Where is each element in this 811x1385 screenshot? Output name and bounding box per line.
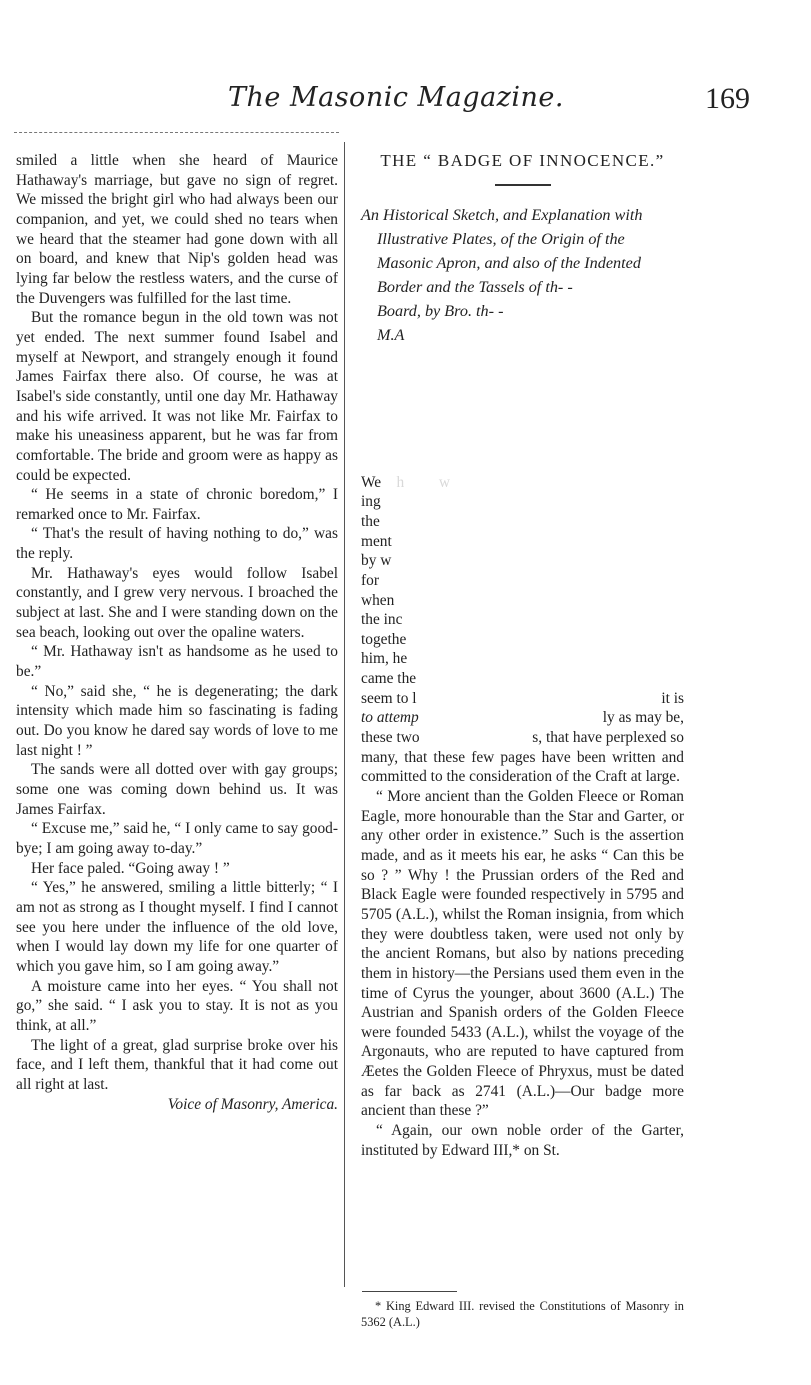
subtitle-line: Board, by Bro. th‑ ‑: [377, 301, 504, 320]
paragraph: “ He seems in a state of chronic boredom,” I remarked once to Mr. Fairfax.: [16, 486, 338, 523]
damaged-line: ment: [361, 532, 392, 550]
damaged-line: the: [361, 512, 380, 530]
paragraph: Mr. Hathaway's eyes would follow Isabel constantly, and I grew very nervous. I broached the subject at last. She and I were standing down on the sea beach, looking out over the opaline waters.: [16, 564, 338, 641]
damaged-text-block: [361, 473, 684, 748]
damaged-line: by w: [361, 552, 392, 570]
column-divider: [344, 142, 345, 1287]
subtitle-line: An Historical Sketch, and Explanation with: [361, 205, 643, 224]
paragraph: “ Again, our own noble order of the Garter, instituted by Edward III,* on St.: [361, 1122, 684, 1159]
damaged-line: ing: [361, 493, 381, 511]
paragraph: “ More ancient than the Golden Fleece or Roman Eagle, more honourable than the Star and Garter, or any other order in existence.” Such is the assertion made, and as it meets his ear, he asks “ Can this be so ? ” Why ! the Prussian orders of the Red and Black Eagle were founded respectively in 5795 and 5705 (A.L.), whilst the Roman insignia, from which they were doubtless taken, were used not only by the ancient Romans, but also by nations preceding them in history—the Persians used them even in the time of Cyrus the younger, about 3600 (A.L.) The Austrian and Spanish orders of the Golden Fleece were founded 5433 (A.L.), whilst the voyage of the Argonauts, who are reputed to have captured from Æetes the Golden Fleece of Phryxus, must be dated as far back as 2741 (A.L.)—Our badge more ancient than these ?”: [361, 787, 684, 1120]
subtitle-line: Border and the Tassels of th‑ ‑: [377, 277, 573, 296]
title-rule: [495, 184, 551, 186]
paragraph: “ That's the result of having nothing to do,” was the reply.: [16, 525, 338, 563]
paragraph: The sands were all dotted over with gay groups; some one was coming down behind us. It was James Fairfax.: [16, 761, 338, 818]
damaged-line: togethe: [361, 630, 407, 648]
page-number: 169: [705, 82, 750, 115]
article-title: THE “ BADGE OF INNOCENCE.”: [380, 151, 665, 170]
paragraph: “ No,” said she, “ he is degenerating; the dark intensity which made him so fascinating is fading out. Do you know he dared say words of love to me last night ! ”: [16, 682, 338, 759]
subtitle-line: Masonic Apron, and also of the Indented: [377, 253, 641, 272]
header-rule: [14, 132, 339, 133]
paragraph: A moisture came into her eyes. “ You shall not go,” she said. “ I ask you to stay. It is not as you think, at all.”: [16, 977, 338, 1034]
paragraph: many, that these few pages have been written and committed to the consideration of the Craft at large.: [361, 748, 684, 786]
damaged-line: came the: [361, 670, 417, 688]
paragraph: Her face paled. “Going away ! ”: [31, 859, 230, 877]
damaged-line: the inc: [361, 611, 403, 629]
article-subtitle: [361, 203, 684, 347]
paragraph: The light of a great, glad surprise broke over his face, and I left them, thankful that it had come out all right at last.: [16, 1036, 338, 1093]
subtitle-line: M.A: [377, 325, 405, 344]
source-signature: Voice of Masonry, America.: [167, 1095, 338, 1113]
subtitle-line: Illustrative Plates, of the Origin of the: [377, 229, 625, 248]
right-column: [361, 151, 684, 1160]
damaged-line: these two s, that have perplexed so: [361, 728, 684, 746]
damaged-line: seem to l it is: [361, 689, 684, 707]
footnote-rule: [362, 1291, 457, 1292]
damaged-line: to attemp ly as may be,: [361, 709, 684, 727]
left-column: [16, 151, 338, 1114]
damaged-line: for: [361, 571, 379, 589]
damaged-line: when: [361, 591, 395, 609]
damaged-line: We h w: [361, 473, 524, 491]
footnote-text: * King Edward III. revised the Constitutions of Masonry in 5362 (A.L.): [361, 1299, 684, 1329]
running-title: The Masonic Magazine.: [228, 82, 564, 113]
paragraph: smiled a little when she heard of Maurice Hathaway's marriage, but gave no sign of regret. We missed the bright girl who had always been our companion, and yet, we could shed no tears when we heard that the steamer had gone down with all on board, and knew that Nip's golden head was lying far below the restless waters, and the curse of the Duvengers was fulfilled for the last time.: [16, 152, 338, 307]
paragraph: “ Mr. Hathaway isn't as handsome as he used to be.”: [16, 643, 338, 681]
paragraph: But the romance begun in the old town was not yet ended. The next summer found Isabel and myself at Newport, and strangely enough it found James Fairfax there also. Of course, he was at Isabel's side constantly, until one day Mr. Hathaway and his wife arrived. It was not like Mr. Fairfax to make his uneasiness apparent, but he was far from comfortable. The bride and groom were as happy as could be expected.: [16, 309, 338, 484]
faded-ink-area: [361, 347, 684, 473]
running-head: [0, 82, 811, 122]
footnote: [361, 1298, 684, 1330]
paragraph: “ Excuse me,” said he, “ I only came to say good-bye; I am going away to-day.”: [16, 820, 338, 857]
damaged-line: him, he: [361, 650, 408, 668]
paragraph: “ Yes,” he answered, smiling a little bitterly; “ I am not as strong as I thought myself. I find I cannot see you here under the influence of the old love, when I would lay down my life for one quarter of which you gave him, so I am going away.”: [16, 879, 338, 975]
